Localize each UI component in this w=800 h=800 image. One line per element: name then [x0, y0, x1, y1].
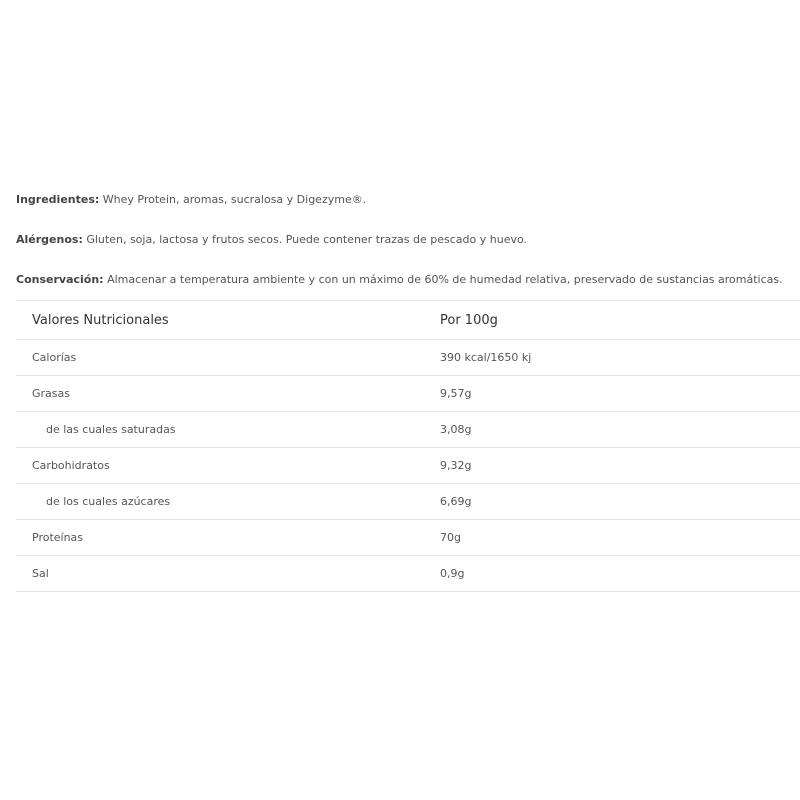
allergens-line: [16, 233, 527, 247]
nutrient-value: 390 kcal/1650 kj: [440, 340, 800, 376]
conservation-label: Conservación:: [16, 273, 104, 286]
nutrient-name: de las cuales saturadas: [16, 412, 440, 448]
table-row: [16, 376, 800, 412]
table-row: [16, 520, 800, 556]
allergens-label: Alérgenos:: [16, 233, 83, 246]
nutrient-name: Grasas: [16, 376, 440, 412]
ingredients-label: Ingredientes:: [16, 193, 100, 206]
nutrient-name: Proteínas: [16, 520, 440, 556]
nutrient-value: 0,9g: [440, 556, 800, 592]
nutrient-value: 6,69g: [440, 484, 800, 520]
table-row: [16, 340, 800, 376]
table-header-row: [16, 301, 800, 340]
allergens-text: Gluten, soja, lactosa y frutos secos. Puede contener trazas de pescado y huevo.: [86, 233, 528, 246]
conservation-line: [16, 273, 783, 287]
column-header-nutrients: Valores Nutricionales: [16, 301, 440, 340]
column-header-per-100g: Por 100g: [440, 301, 800, 340]
conservation-text: Almacenar a temperatura ambiente y con un máximo de 60% de humedad relativa, preservado de sustancias aromáticas.: [107, 273, 783, 286]
nutrition-table: [16, 300, 800, 592]
nutrient-value: 70g: [440, 520, 800, 556]
nutrient-name: Sal: [16, 556, 440, 592]
table-row: [16, 448, 800, 484]
table-row: [16, 484, 800, 520]
nutrient-name: Carbohidratos: [16, 448, 440, 484]
nutrient-name: Calorías: [16, 340, 440, 376]
table-row: [16, 556, 800, 592]
nutrient-value: 9,32g: [440, 448, 800, 484]
ingredients-line: [16, 193, 366, 207]
nutrient-value: 3,08g: [440, 412, 800, 448]
nutrient-name: de los cuales azúcares: [16, 484, 440, 520]
nutrient-value: 9,57g: [440, 376, 800, 412]
ingredients-text: Whey Protein, aromas, sucralosa y Digezyme®.: [102, 193, 367, 206]
table-row: [16, 412, 800, 448]
